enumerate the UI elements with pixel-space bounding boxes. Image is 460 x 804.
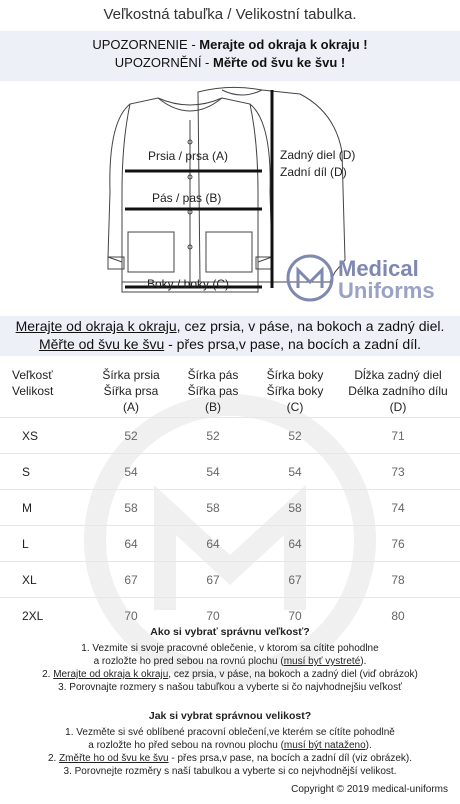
header-size: Veľkosť Velikost xyxy=(12,368,54,398)
size-table xyxy=(0,365,460,633)
warning-sk-bold: Merajte od okraja k okraju ! xyxy=(199,37,368,52)
header-back-length: Dĺžka zadný diel Délka zadního dílu (D) xyxy=(348,368,448,414)
table-row: XS 52 52 52 71 xyxy=(0,418,460,454)
instruction-sk-rest: , cez prsia, v páse, na bokoch a zadný diel. xyxy=(176,318,445,334)
table-row: M 58 58 58 74 xyxy=(0,490,460,526)
instruction-sk xyxy=(0,318,460,334)
how-cz-line1: 1. Vezměte si své oblíbené pracovní oblečení,ve kterém se cítíte pohodlně xyxy=(65,727,395,738)
waist-label: Pás / pas (B) xyxy=(152,191,222,205)
instruction-cz xyxy=(0,336,460,352)
warning-cz-bold: Měřte od švu ke švu ! xyxy=(213,55,346,70)
header-chest: Šírka prsia Šířka prsa (A) xyxy=(102,368,160,414)
how-to-choose-sk xyxy=(0,626,460,694)
table-row: L 64 64 64 76 xyxy=(0,526,460,562)
instruction-cz-underlined: Měřte od švu ke švu xyxy=(38,336,165,352)
copyright: Copyright © 2019 medical-uniforms xyxy=(291,784,448,795)
logo-text-medical: Medical xyxy=(338,256,419,281)
header-hips: Šírka boky Šířka boky (C) xyxy=(266,368,324,414)
page-title: Veľkostná tabuľka / Velikostní tabulka. xyxy=(103,6,357,23)
jacket-figure xyxy=(0,82,460,310)
instruction-sk-underlined: Merajte od okraja k okraju xyxy=(15,318,177,334)
chest-label: Prsia / prsa (A) xyxy=(148,149,229,163)
warning-sk xyxy=(0,37,460,52)
table-row: 2XL 70 70 70 80 xyxy=(0,598,460,634)
how-sk-heading: Ako si vybrať správnu veľkosť? xyxy=(150,626,310,638)
instruction-cz-rest: - přes prsa,v pase, na bocích a zadní díl. xyxy=(164,336,422,352)
how-sk-line3: 2. Merajte od okraja k okraju, cez prsia, v páse, na bokoch a zadný diel (viď obrázok) xyxy=(42,669,418,680)
size-table-header xyxy=(0,365,460,418)
how-to-choose-cz xyxy=(0,710,460,778)
warning-box xyxy=(0,31,460,81)
back-label-cz: Zadní díl (D) xyxy=(280,165,347,179)
how-sk-line1: 1. Vezmite si svoje pracovné oblečenie, v ktorom sa cítite pohodlne xyxy=(81,643,379,654)
warning-sk-prefix: UPOZORNENIE - xyxy=(92,37,200,52)
instructions-box xyxy=(0,316,460,356)
logo-text-uniforms: Uniforms xyxy=(338,278,435,303)
table-row: XL 67 67 67 78 xyxy=(0,562,460,598)
back-label-sk: Zadný diel (D) xyxy=(280,148,356,162)
how-cz-line2: a rozložte ho před sebou na rovnou plochu (musí být nataženo). xyxy=(88,740,372,751)
how-cz-line3: 2. Změřte ho od švu ke švu - přes prsa,v pase, na bocích a zadní díl (viz obrázek). xyxy=(47,753,413,764)
medical-uniforms-logo-icon xyxy=(288,256,332,300)
how-sk-line4: 3. Porovnajte rozmery s našou tabuľkou a vyberte si čo najvhodnejšiu veľkosť xyxy=(58,682,402,693)
hips-label: Boky / boky (C) xyxy=(147,277,230,291)
warning-cz-prefix: UPOZORNĚNÍ - xyxy=(114,55,213,70)
how-cz-line4: 3. Porovnejte rozměry s naší tabulkou a vyberte si co nejvhodnější velikost. xyxy=(63,766,397,777)
warning-cz xyxy=(0,55,460,70)
table-row: S 54 54 54 73 xyxy=(0,454,460,490)
how-sk-line2: a rozložte ho pred sebou na rovnú plochu (musí byť vystreté). xyxy=(93,656,367,667)
header-waist: Šírka pás Šířka pas (B) xyxy=(187,368,239,414)
how-cz-heading: Jak si vybrat správnou velikost? xyxy=(148,710,312,722)
